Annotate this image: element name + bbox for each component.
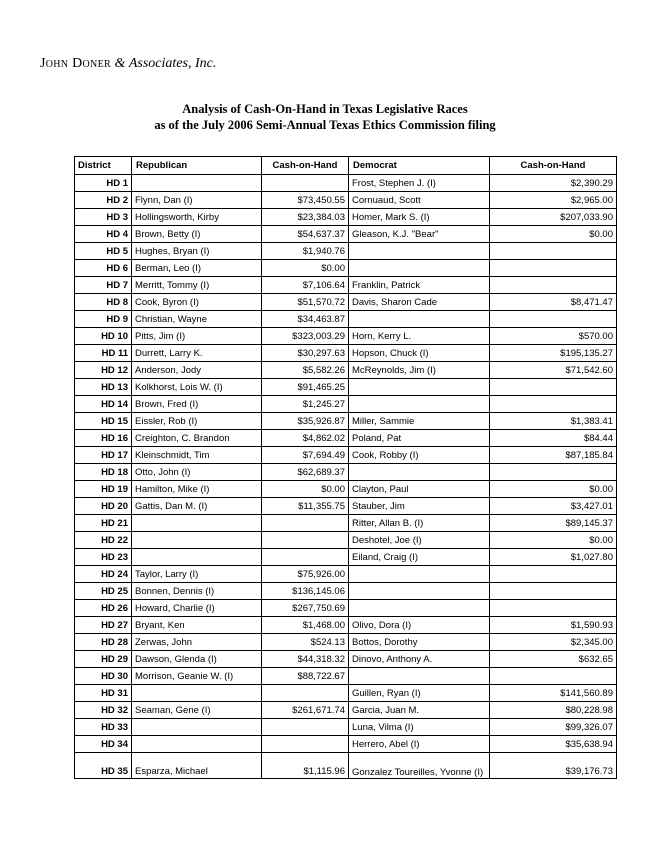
republican-cell: Berman, Leo (I) bbox=[132, 260, 262, 277]
democrat-cash-cell: $1,027.80 bbox=[490, 549, 617, 566]
republican-cash-cell: $75,926.00 bbox=[262, 566, 349, 583]
republican-cell: Zerwas, John bbox=[132, 634, 262, 651]
republican-cash-cell bbox=[262, 515, 349, 532]
republican-cell: Hamilton, Mike (I) bbox=[132, 481, 262, 498]
republican-cash-cell: $261,671.74 bbox=[262, 702, 349, 719]
republican-cash-cell: $62,689.37 bbox=[262, 464, 349, 481]
democrat-cash-cell bbox=[490, 668, 617, 685]
district-cell: HD 10 bbox=[75, 328, 132, 345]
district-cell: HD 20 bbox=[75, 498, 132, 515]
democrat-cash-cell bbox=[490, 600, 617, 617]
table-row bbox=[75, 719, 617, 736]
table-row bbox=[75, 328, 617, 345]
table-row bbox=[75, 175, 617, 192]
democrat-cell: Dinovo, Anthony A. bbox=[349, 651, 490, 668]
republican-cell: Howard, Charlie (I) bbox=[132, 600, 262, 617]
democrat-cell: Eiland, Craig (I) bbox=[349, 549, 490, 566]
table-body bbox=[75, 175, 617, 779]
document-subtitle: as of the July 2006 Semi-Annual Texas Ethics Commission filing bbox=[154, 118, 496, 132]
republican-cell: Kolkhorst, Lois W. (I) bbox=[132, 379, 262, 396]
district-cell: HD 5 bbox=[75, 243, 132, 260]
democrat-cell: Cook, Robby (I) bbox=[349, 447, 490, 464]
district-cell: HD 19 bbox=[75, 481, 132, 498]
democrat-cash-cell: $141,560.89 bbox=[490, 685, 617, 702]
republican-cell: Taylor, Larry (I) bbox=[132, 566, 262, 583]
democrat-cash-cell: $71,542.60 bbox=[490, 362, 617, 379]
republican-cash-cell: $23,384.03 bbox=[262, 209, 349, 226]
table-row bbox=[75, 702, 617, 719]
table-row bbox=[75, 651, 617, 668]
republican-cash-cell: $323,003.29 bbox=[262, 328, 349, 345]
democrat-cash-cell: $0.00 bbox=[490, 532, 617, 549]
democrat-cell: Poland, Pat bbox=[349, 430, 490, 447]
republican-cash-cell: $88,722.67 bbox=[262, 668, 349, 685]
democrat-cash-cell: $1,590.93 bbox=[490, 617, 617, 634]
district-cell: HD 11 bbox=[75, 345, 132, 362]
table-row bbox=[75, 617, 617, 634]
table-row bbox=[75, 498, 617, 515]
republican-cash-cell: $1,940.76 bbox=[262, 243, 349, 260]
company-name-caps: John Doner bbox=[40, 56, 111, 71]
table-row bbox=[75, 736, 617, 753]
republican-cash-cell: $0.00 bbox=[262, 260, 349, 277]
district-cell: HD 35 bbox=[75, 753, 132, 779]
democrat-cell: Ritter, Allan B. (I) bbox=[349, 515, 490, 532]
republican-cell: Pitts, Jim (I) bbox=[132, 328, 262, 345]
table-row bbox=[75, 226, 617, 243]
republican-cell bbox=[132, 532, 262, 549]
republican-cash-cell: $35,926.87 bbox=[262, 413, 349, 430]
democrat-cell: Bottos, Dorothy bbox=[349, 634, 490, 651]
democrat-cell: Franklin, Patrick bbox=[349, 277, 490, 294]
democrat-cell: Horn, Kerry L. bbox=[349, 328, 490, 345]
table-row bbox=[75, 277, 617, 294]
table-row bbox=[75, 668, 617, 685]
democrat-cell: Stauber, Jim bbox=[349, 498, 490, 515]
district-cell: HD 14 bbox=[75, 396, 132, 413]
district-cell: HD 3 bbox=[75, 209, 132, 226]
democrat-cash-cell: $39,176.73 bbox=[490, 753, 617, 779]
democrat-cell bbox=[349, 396, 490, 413]
district-cell: HD 31 bbox=[75, 685, 132, 702]
republican-cash-cell bbox=[262, 549, 349, 566]
democrat-cash-cell bbox=[490, 379, 617, 396]
table-row bbox=[75, 260, 617, 277]
democrat-cell: Deshotel, Joe (I) bbox=[349, 532, 490, 549]
table-row bbox=[75, 685, 617, 702]
district-cell: HD 15 bbox=[75, 413, 132, 430]
cash-on-hand-table bbox=[74, 156, 617, 779]
democrat-cash-cell: $0.00 bbox=[490, 226, 617, 243]
democrat-cash-cell: $207,033.90 bbox=[490, 209, 617, 226]
democrat-cash-cell bbox=[490, 583, 617, 600]
district-cell: HD 12 bbox=[75, 362, 132, 379]
district-cell: HD 18 bbox=[75, 464, 132, 481]
democrat-cell: Clayton, Paul bbox=[349, 481, 490, 498]
republican-cash-cell: $4,862.02 bbox=[262, 430, 349, 447]
democrat-cell bbox=[349, 379, 490, 396]
republican-cell: Merritt, Tommy (I) bbox=[132, 277, 262, 294]
table-row bbox=[75, 243, 617, 260]
district-cell: HD 34 bbox=[75, 736, 132, 753]
democrat-cash-cell: $99,326.07 bbox=[490, 719, 617, 736]
democrat-cash-cell bbox=[490, 464, 617, 481]
republican-cash-cell: $44,318.32 bbox=[262, 651, 349, 668]
democrat-cell: Hopson, Chuck (I) bbox=[349, 345, 490, 362]
republican-cash-cell bbox=[262, 532, 349, 549]
republican-cash-cell: $7,106.64 bbox=[262, 277, 349, 294]
republican-cash-cell: $1,115.96 bbox=[262, 753, 349, 779]
democrat-cash-cell: $80,228.98 bbox=[490, 702, 617, 719]
republican-cell: Kleinschmidt, Tim bbox=[132, 447, 262, 464]
democrat-cell bbox=[349, 668, 490, 685]
column-header-democrat: Democrat bbox=[349, 157, 490, 175]
district-cell: HD 7 bbox=[75, 277, 132, 294]
column-header-republican-cash: Cash-on-Hand bbox=[262, 157, 349, 175]
republican-cell bbox=[132, 515, 262, 532]
republican-cash-cell bbox=[262, 719, 349, 736]
democrat-cell: Gonzalez Toureilles, Yvonne (I) bbox=[349, 753, 490, 779]
democrat-cash-cell bbox=[490, 243, 617, 260]
republican-cash-cell bbox=[262, 736, 349, 753]
table-row bbox=[75, 413, 617, 430]
district-cell: HD 13 bbox=[75, 379, 132, 396]
democrat-cash-cell: $0.00 bbox=[490, 481, 617, 498]
district-cell: HD 33 bbox=[75, 719, 132, 736]
table-row bbox=[75, 583, 617, 600]
republican-cash-cell: $0.00 bbox=[262, 481, 349, 498]
republican-cash-cell: $267,750.69 bbox=[262, 600, 349, 617]
republican-cell: Hughes, Bryan (I) bbox=[132, 243, 262, 260]
republican-cash-cell: $54,637.37 bbox=[262, 226, 349, 243]
democrat-cell: Homer, Mark S. (I) bbox=[349, 209, 490, 226]
republican-cash-cell: $51,570.72 bbox=[262, 294, 349, 311]
democrat-cell: Guillen, Ryan (I) bbox=[349, 685, 490, 702]
democrat-cell: Olivo, Dora (I) bbox=[349, 617, 490, 634]
table-row bbox=[75, 379, 617, 396]
democrat-cash-cell bbox=[490, 277, 617, 294]
district-cell: HD 22 bbox=[75, 532, 132, 549]
republican-cash-cell: $30,297.63 bbox=[262, 345, 349, 362]
democrat-cash-cell: $2,345.00 bbox=[490, 634, 617, 651]
table-row bbox=[75, 192, 617, 209]
republican-cell bbox=[132, 719, 262, 736]
table-header-row bbox=[75, 157, 617, 175]
democrat-cell bbox=[349, 566, 490, 583]
district-cell: HD 28 bbox=[75, 634, 132, 651]
republican-cash-cell: $5,582.26 bbox=[262, 362, 349, 379]
republican-cell: Brown, Fred (I) bbox=[132, 396, 262, 413]
republican-cash-cell bbox=[262, 685, 349, 702]
democrat-cash-cell: $2,965.00 bbox=[490, 192, 617, 209]
republican-cell: Cook, Byron (I) bbox=[132, 294, 262, 311]
democrat-cash-cell: $195,135.27 bbox=[490, 345, 617, 362]
democrat-cell: Miller, Sammie bbox=[349, 413, 490, 430]
republican-cell: Gattis, Dan M. (I) bbox=[132, 498, 262, 515]
table-row bbox=[75, 566, 617, 583]
company-name bbox=[40, 56, 216, 72]
republican-cell: Flynn, Dan (I) bbox=[132, 192, 262, 209]
democrat-cell bbox=[349, 583, 490, 600]
column-header-democrat-cash: Cash-on-Hand bbox=[490, 157, 617, 175]
democrat-cash-cell: $1,383.41 bbox=[490, 413, 617, 430]
democrat-cell bbox=[349, 311, 490, 328]
district-cell: HD 25 bbox=[75, 583, 132, 600]
republican-cell bbox=[132, 549, 262, 566]
district-cell: HD 8 bbox=[75, 294, 132, 311]
company-name-amp: & bbox=[114, 56, 126, 71]
republican-cell: Seaman, Gene (I) bbox=[132, 702, 262, 719]
document-title: Analysis of Cash-On-Hand in Texas Legislative Races bbox=[182, 102, 468, 116]
democrat-cash-cell bbox=[490, 396, 617, 413]
district-cell: HD 23 bbox=[75, 549, 132, 566]
democrat-cell: Davis, Sharon Cade bbox=[349, 294, 490, 311]
democrat-cell: Garcia, Juan M. bbox=[349, 702, 490, 719]
democrat-cell: Luna, Vilma (I) bbox=[349, 719, 490, 736]
republican-cell: Brown, Betty (I) bbox=[132, 226, 262, 243]
republican-cell: Hollingsworth, Kirby bbox=[132, 209, 262, 226]
table-row bbox=[75, 311, 617, 328]
republican-cash-cell: $524.13 bbox=[262, 634, 349, 651]
table-row bbox=[75, 294, 617, 311]
democrat-cell: Cornuaud, Scott bbox=[349, 192, 490, 209]
republican-cell: Morrison, Geanie W. (I) bbox=[132, 668, 262, 685]
table-row bbox=[75, 600, 617, 617]
republican-cell bbox=[132, 736, 262, 753]
democrat-cash-cell: $84.44 bbox=[490, 430, 617, 447]
democrat-cell bbox=[349, 243, 490, 260]
company-name-suffix: Associates, Inc. bbox=[128, 56, 217, 71]
democrat-cash-cell bbox=[490, 311, 617, 328]
democrat-cell bbox=[349, 260, 490, 277]
democrat-cell: Herrero, Abel (I) bbox=[349, 736, 490, 753]
democrat-cell bbox=[349, 464, 490, 481]
republican-cash-cell: $34,463.87 bbox=[262, 311, 349, 328]
table-row bbox=[75, 209, 617, 226]
democrat-cash-cell: $8,471.47 bbox=[490, 294, 617, 311]
republican-cell: Creighton, C. Brandon bbox=[132, 430, 262, 447]
district-cell: HD 27 bbox=[75, 617, 132, 634]
district-cell: HD 21 bbox=[75, 515, 132, 532]
democrat-cash-cell: $87,185.84 bbox=[490, 447, 617, 464]
district-cell: HD 4 bbox=[75, 226, 132, 243]
district-cell: HD 17 bbox=[75, 447, 132, 464]
table-row bbox=[75, 532, 617, 549]
table-row bbox=[75, 464, 617, 481]
democrat-cash-cell bbox=[490, 260, 617, 277]
table-row bbox=[75, 362, 617, 379]
democrat-cell: Frost, Stephen J. (I) bbox=[349, 175, 490, 192]
republican-cell: Bryant, Ken bbox=[132, 617, 262, 634]
republican-cell: Christian, Wayne bbox=[132, 311, 262, 328]
district-cell: HD 16 bbox=[75, 430, 132, 447]
district-cell: HD 32 bbox=[75, 702, 132, 719]
republican-cell bbox=[132, 685, 262, 702]
district-cell: HD 6 bbox=[75, 260, 132, 277]
republican-cell: Otto, John (I) bbox=[132, 464, 262, 481]
democrat-cell: McReynolds, Jim (I) bbox=[349, 362, 490, 379]
district-cell: HD 26 bbox=[75, 600, 132, 617]
table-row bbox=[75, 753, 617, 779]
republican-cell: Anderson, Jody bbox=[132, 362, 262, 379]
democrat-cash-cell: $632.65 bbox=[490, 651, 617, 668]
republican-cell: Eissler, Rob (I) bbox=[132, 413, 262, 430]
district-cell: HD 29 bbox=[75, 651, 132, 668]
table-row bbox=[75, 481, 617, 498]
republican-cell: Bonnen, Dennis (I) bbox=[132, 583, 262, 600]
republican-cash-cell: $11,355.75 bbox=[262, 498, 349, 515]
district-cell: HD 2 bbox=[75, 192, 132, 209]
democrat-cash-cell: $89,145.37 bbox=[490, 515, 617, 532]
table-row bbox=[75, 345, 617, 362]
table-row bbox=[75, 634, 617, 651]
republican-cell: Dawson, Glenda (I) bbox=[132, 651, 262, 668]
column-header-republican: Republican bbox=[132, 157, 262, 175]
republican-cell: Esparza, Michael bbox=[132, 753, 262, 779]
republican-cell: Durrett, Larry K. bbox=[132, 345, 262, 362]
democrat-cash-cell: $3,427.01 bbox=[490, 498, 617, 515]
democrat-cash-cell bbox=[490, 566, 617, 583]
district-cell: HD 24 bbox=[75, 566, 132, 583]
republican-cash-cell bbox=[262, 175, 349, 192]
table-row bbox=[75, 515, 617, 532]
republican-cash-cell: $1,468.00 bbox=[262, 617, 349, 634]
democrat-cash-cell: $35,638.94 bbox=[490, 736, 617, 753]
republican-cash-cell: $136,145.06 bbox=[262, 583, 349, 600]
district-cell: HD 30 bbox=[75, 668, 132, 685]
republican-cash-cell: $91,465.25 bbox=[262, 379, 349, 396]
table-row bbox=[75, 396, 617, 413]
democrat-cash-cell: $2,390.29 bbox=[490, 175, 617, 192]
district-cell: HD 1 bbox=[75, 175, 132, 192]
column-header-district: District bbox=[75, 157, 132, 175]
republican-cash-cell: $1,245.27 bbox=[262, 396, 349, 413]
table-row bbox=[75, 447, 617, 464]
district-cell: HD 9 bbox=[75, 311, 132, 328]
republican-cash-cell: $73,450.55 bbox=[262, 192, 349, 209]
table-row bbox=[75, 549, 617, 566]
democrat-cell: Gleason, K.J. "Bear" bbox=[349, 226, 490, 243]
democrat-cash-cell: $570.00 bbox=[490, 328, 617, 345]
republican-cell bbox=[132, 175, 262, 192]
republican-cash-cell: $7,694.49 bbox=[262, 447, 349, 464]
table-row bbox=[75, 430, 617, 447]
democrat-cell bbox=[349, 600, 490, 617]
